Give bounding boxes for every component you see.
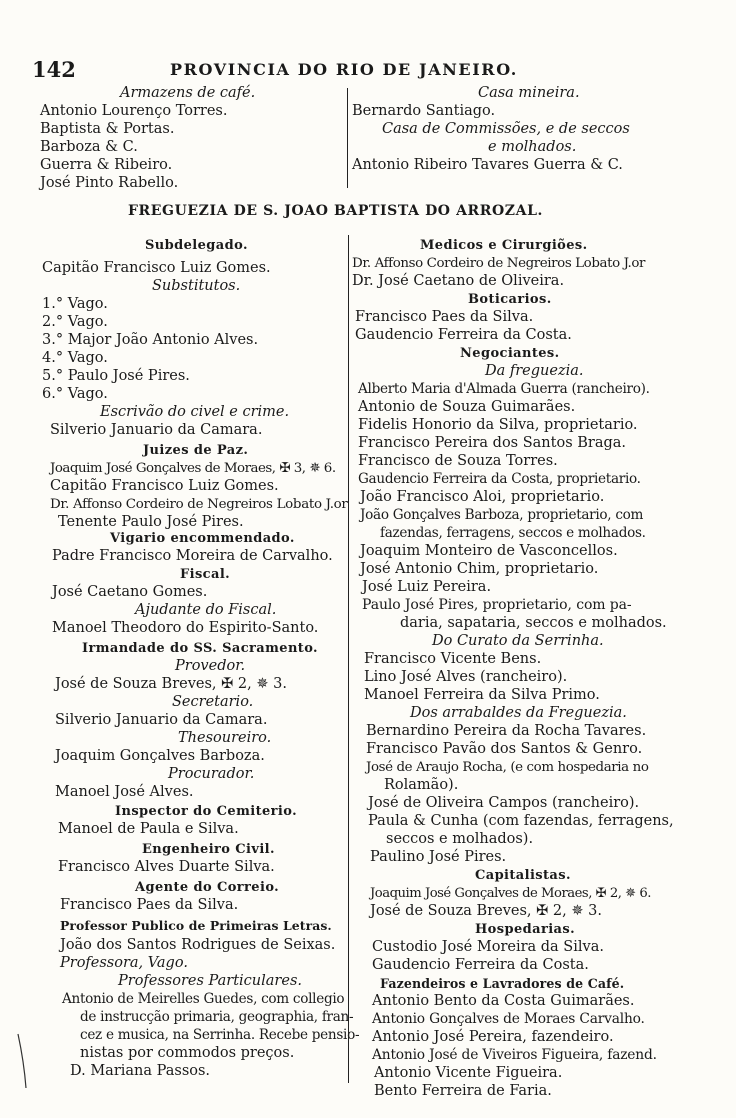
list-item: Antonio Gonçalves de Moraes Carvalho. <box>372 1011 645 1027</box>
heading: Vigario encommendado. <box>110 531 295 546</box>
list-item: Barboza & C. <box>40 139 138 155</box>
list-item: D. Mariana Passos. <box>70 1063 211 1079</box>
heading: Agente do Correio. <box>135 880 280 895</box>
list-item: Francisco de Souza Torres. <box>358 453 558 469</box>
list-item: Bento Ferreira de Faria. <box>374 1083 552 1099</box>
list-item: Joaquim Gonçalves Barboza. <box>55 748 265 764</box>
list-item: Antonio de Souza Guimarães. <box>358 399 576 415</box>
list-item: nistas por commodos preços. <box>80 1045 295 1061</box>
list-item: Francisco Pereira dos Santos Braga. <box>358 435 627 451</box>
list-item: daria, sapataria, seccos e molhados. <box>400 615 667 631</box>
section-title: FREGUEZIA DE S. JOAO BAPTISTA DO ARROZAL. <box>128 203 544 219</box>
list-item: João Gonçalves Barboza, proprietario, com <box>360 507 644 523</box>
list-item: Capitão Francisco Luiz Gomes. <box>42 260 271 276</box>
list-item: Paula & Cunha (com fazendas, ferragens, <box>368 813 674 829</box>
heading: Engenheiro Civil. <box>142 842 275 857</box>
subheading: e molhados. <box>488 139 577 155</box>
list-item: Francisco Paes da Silva. <box>60 897 239 913</box>
subheading: Thesoureiro. <box>178 730 272 746</box>
list-item: Antonio Lourenço Torres. <box>40 103 228 119</box>
list-item: cez e musica, na Serrinha. Recebe pensio- <box>80 1027 360 1043</box>
list-item: José de Souza Breves, ✠ 2, ✵ 3. <box>370 903 602 919</box>
heading: Fiscal. <box>180 567 231 582</box>
list-item: Manoel Theodoro do Espirito-Santo. <box>52 620 319 636</box>
margin-mark <box>14 1032 34 1092</box>
list-item: Antonio de Meirelles Guedes, com collegio <box>62 991 345 1007</box>
list-item: 4.° Vago. <box>42 350 108 366</box>
subheading: Substitutos. <box>152 278 241 294</box>
list-item: Antonio José Pereira, fazendeiro. <box>372 1029 614 1045</box>
list-item: Custodio José Moreira da Silva. <box>372 939 604 955</box>
list-item: Rolamão). <box>384 777 459 793</box>
list-item: José de Oliveira Campos (rancheiro). <box>368 795 640 811</box>
list-item: Manoel de Paula e Silva. <box>58 821 239 837</box>
list-item: Francisco Paes da Silva. <box>355 309 534 325</box>
subheading: Do Curato da Serrinha. <box>432 633 604 649</box>
list-item: Dr. José Caetano de Oliveira. <box>352 273 565 289</box>
list-item: Silverio Januario da Camara. <box>50 422 263 438</box>
list-item: Antonio Vicente Figueira. <box>374 1065 563 1081</box>
list-item: Paulino José Pires. <box>370 849 507 865</box>
heading: Fazendeiros e Lavradores de Café. <box>380 976 625 991</box>
heading: Juizes de Paz. <box>143 443 249 458</box>
list-item: João dos Santos Rodrigues de Seixas. <box>60 937 336 953</box>
list-item: 2.° Vago. <box>42 314 108 330</box>
heading: Subdelegado. <box>145 238 248 253</box>
subheading: Armazens de café. <box>120 85 256 101</box>
subheading: Dos arrabaldes da Freguezia. <box>410 705 627 721</box>
list-item: Paulo José Pires, proprietario, com pa- <box>362 597 632 613</box>
list-item: Antonio Bento da Costa Guimarães. <box>372 993 635 1009</box>
heading: Professor Publico de Primeiras Letras. <box>60 918 332 933</box>
list-item: de instrucção primaria, geographia, fran- <box>80 1009 354 1025</box>
list-item: Dr. Affonso Cordeiro de Negreiros Lobato J.or <box>352 256 646 271</box>
list-item: Gaudencio Ferreira da Costa. <box>355 327 572 343</box>
list-item: Francisco Alves Duarte Silva. <box>58 859 275 875</box>
subheading: Professores Particulares. <box>118 973 302 989</box>
heading: Boticarios. <box>468 292 552 307</box>
list-item: 5.° Paulo José Pires. <box>42 368 190 384</box>
list-item: Bernardino Pereira da Rocha Tavares. <box>366 723 647 739</box>
list-item: Antonio Ribeiro Tavares Guerra & C. <box>352 157 623 173</box>
list-item: Fidelis Honorio da Silva, proprietario. <box>358 417 638 433</box>
list-item: Professora, Vago. <box>60 955 188 971</box>
list-item: Dr. Affonso Cordeiro de Negreiros Lobato J.or <box>50 497 348 512</box>
subheading: Escrivão do civel e crime. <box>100 404 290 420</box>
list-item: Manoel José Alves. <box>55 784 194 800</box>
subheading: Ajudante do Fiscal. <box>135 602 277 618</box>
list-item: Lino José Alves (rancheiro). <box>364 669 568 685</box>
heading: Irmandade do SS. Sacramento. <box>82 641 318 656</box>
subheading: Casa mineira. <box>478 85 580 101</box>
subheading: Casa de Commissões, e de seccos <box>382 121 630 137</box>
list-item: Gaudencio Ferreira da Costa. <box>372 957 589 973</box>
subheading: Secretario. <box>172 694 254 710</box>
list-item: José Caetano Gomes. <box>52 584 208 600</box>
list-item: Baptista & Portas. <box>40 121 175 137</box>
list-item: 3.° Major João Antonio Alves. <box>42 332 259 348</box>
list-item: Tenente Paulo José Pires. <box>58 514 244 530</box>
list-item: Guerra & Ribeiro. <box>40 157 173 173</box>
heading: Inspector do Cemiterio. <box>115 804 298 819</box>
subheading: Provedor. <box>175 658 246 674</box>
list-item: 6.° Vago. <box>42 386 108 402</box>
page-title: PROVINCIA DO RIO DE JANEIRO. <box>170 60 518 79</box>
subheading: Procurador. <box>168 766 255 782</box>
list-item: seccos e molhados). <box>386 831 534 847</box>
list-item: Capitão Francisco Luiz Gomes. <box>50 478 279 494</box>
list-item: Joaquim Monteiro de Vasconcellos. <box>360 543 618 559</box>
list-item: José de Souza Breves, ✠ 2, ✵ 3. <box>55 676 287 692</box>
list-item: Gaudencio Ferreira da Costa, proprietario. <box>358 471 641 487</box>
heading: Capitalistas. <box>475 868 571 883</box>
page-number: 142 <box>32 57 76 82</box>
list-item: Silverio Januario da Camara. <box>55 712 268 728</box>
subheading: Da freguezia. <box>485 363 584 379</box>
heading: Negociantes. <box>460 346 560 361</box>
main-column-divider <box>348 235 349 1083</box>
list-item: Bernardo Santiago. <box>352 103 496 119</box>
list-item: João Francisco Aloi, proprietario. <box>360 489 605 505</box>
list-item: José de Araujo Rocha, (e com hospedaria no <box>366 760 649 775</box>
list-item: Francisco Vicente Bens. <box>364 651 542 667</box>
list-item: Padre Francisco Moreira de Carvalho. <box>52 548 333 564</box>
list-item: Alberto Maria d'Almada Guerra (rancheiro). <box>358 381 650 397</box>
heading: Hospedarias. <box>475 922 576 937</box>
list-item: José Pinto Rabello. <box>40 175 179 191</box>
list-item: Joaquim José Gonçalves de Moraes, ✠ 3, ✵ 6. <box>50 461 336 476</box>
list-item: Joaquim José Gonçalves de Moraes, ✠ 2, ✵ 6. <box>370 886 651 901</box>
heading: Medicos e Cirurgiões. <box>420 238 588 253</box>
list-item: José Antonio Chim, proprietario. <box>360 561 599 577</box>
list-item: Antonio José de Viveiros Figueira, fazend. <box>372 1047 657 1063</box>
list-item: Manoel Ferreira da Silva Primo. <box>364 687 600 703</box>
list-item: fazendas, ferragens, seccos e molhados. <box>380 525 646 541</box>
top-column-divider <box>347 88 348 188</box>
list-item: 1.° Vago. <box>42 296 108 312</box>
list-item: Francisco Pavão dos Santos & Genro. <box>366 741 643 757</box>
list-item: José Luiz Pereira. <box>362 579 492 595</box>
